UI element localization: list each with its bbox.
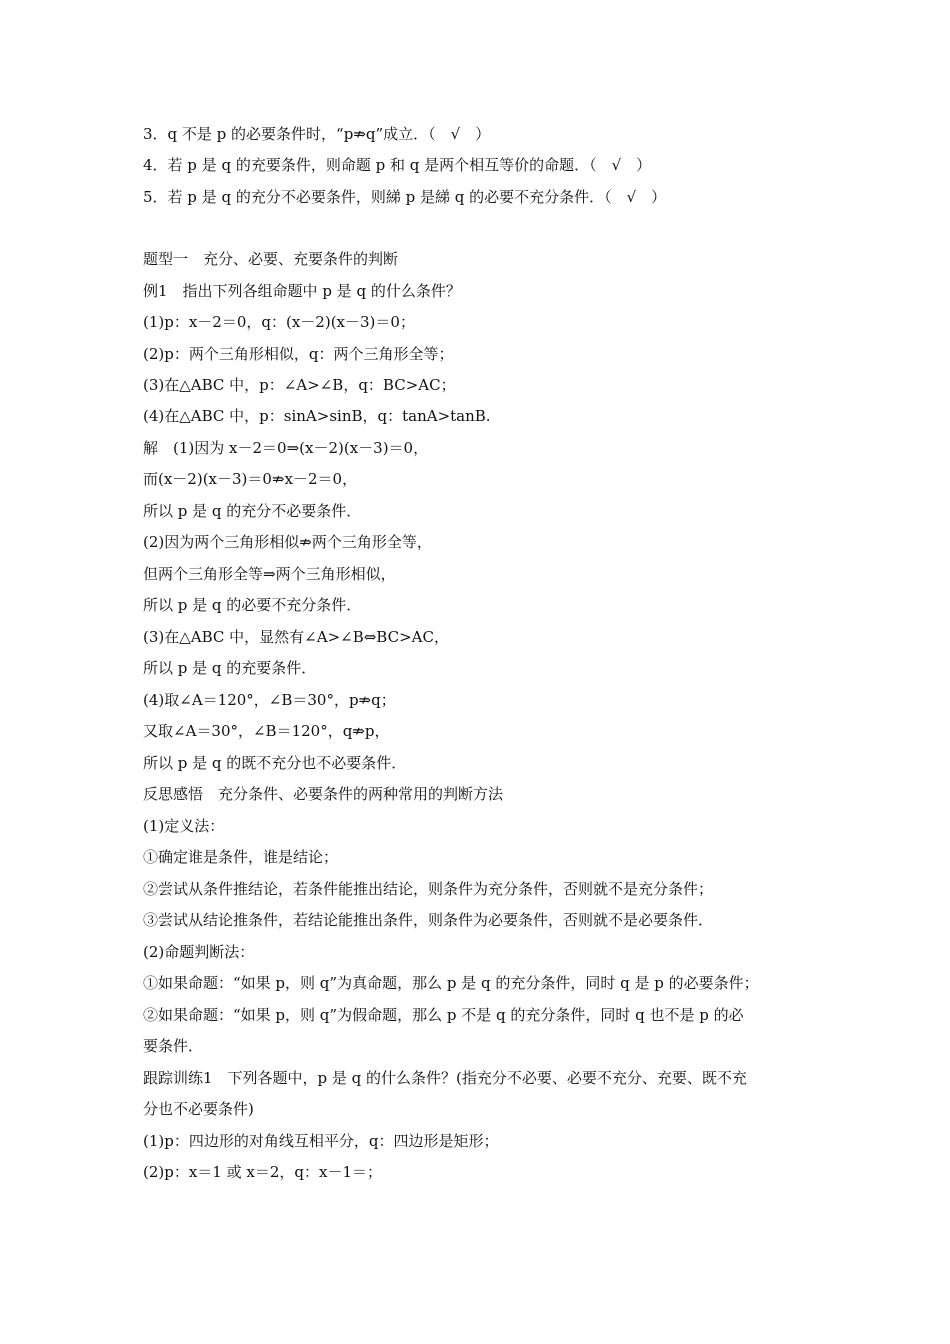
text-line: (2)命题判断法： <box>143 943 255 961</box>
text-line: 5．若 p 是 q 的充分不必要条件，则綈 p 是綈 q 的必要不充分条件．（ √ ） <box>143 188 667 206</box>
text-line: ②尝试从条件推结论，若条件能推出结论，则条件为充分条件，否则就不是充分条件； <box>143 880 714 898</box>
text-line: (2)因为两个三角形相似⇏两个三角形全等， <box>143 533 432 551</box>
text-line: (1)p：x－2＝0，q：(x－2)(x－3)＝0； <box>143 313 415 331</box>
text-line: 分也不必要条件) <box>143 1100 254 1118</box>
text-line: 但两个三角形全等⇒两个三角形相似， <box>143 565 396 583</box>
text-line: (2)p：两个三角形相似，q：两个三角形全等； <box>143 345 454 363</box>
text-line: (3)在△ABC 中，显然有∠A>∠B⇔BC>AC， <box>143 628 449 646</box>
text-line: 又取∠A＝30°，∠B＝120°，q⇏p， <box>143 722 390 740</box>
text-line: ③尝试从结论推条件，若结论能推出条件，则条件为必要条件，否则就不是必要条件． <box>143 911 714 929</box>
text-line: 所以 p 是 q 的必要不充分条件． <box>143 596 362 614</box>
text-line: 所以 p 是 q 的既不充分也不必要条件． <box>143 754 407 772</box>
text-line: (4)在△ABC 中，p：sinA>sinB，q：tanA>tanB. <box>143 407 491 425</box>
text-line: (1)定义法： <box>143 817 225 835</box>
text-line: 所以 p 是 q 的充分不必要条件． <box>143 502 362 520</box>
reflection-heading: 反思感悟 充分条件、必要条件的两种常用的判断方法 <box>143 785 504 803</box>
example-heading: 例1 指出下列各组命题中 p 是 q 的什么条件？ <box>143 282 461 300</box>
solution-line: 解 (1)因为 x－2＝0⇒(x－2)(x－3)＝0， <box>143 439 429 457</box>
text-line: 要条件． <box>143 1037 204 1055</box>
text-line: (4)取∠A＝120°，∠B＝30°，p⇏q； <box>143 691 396 709</box>
text-line: ②如果命题：“如果 p，则 q”为假命题，那么 p 不是 q 的充分条件，同时 q 也不是 p 的必 <box>143 1006 744 1024</box>
text-line: 4．若 p 是 q 的充要条件，则命题 p 和 q 是两个相互等价的命题．（ √ ） <box>143 156 652 174</box>
exercise-heading: 跟踪训练1 下列各题中，p 是 q 的什么条件？(指充分不必要、必要不充分、充要、既不充 <box>143 1069 747 1087</box>
section-heading: 题型一 充分、必要、充要条件的判断 <box>143 250 399 268</box>
text-line: (2)p：x＝1 或 x＝2，q：x－1＝； <box>143 1163 382 1181</box>
text-line: 3．q 不是 p 的必要条件时，“p⇏q”成立．（ √ ） <box>143 125 491 143</box>
text-line: ①如果命题：“如果 p，则 q”为真命题，那么 p 是 q 的充分条件，同时 q 是 p 的必要条件； <box>143 974 759 992</box>
text-line: 所以 p 是 q 的充要条件． <box>143 659 317 677</box>
text-line: 而(x－2)(x－3)＝0⇏x－2＝0， <box>143 470 358 488</box>
text-line: (1)p：四边形的对角线互相平分，q：四边形是矩形； <box>143 1132 499 1150</box>
text-line: (3)在△ABC 中，p：∠A>∠B，q：BC>AC； <box>143 376 456 394</box>
text-line: ①确定谁是条件，谁是结论； <box>143 848 339 866</box>
